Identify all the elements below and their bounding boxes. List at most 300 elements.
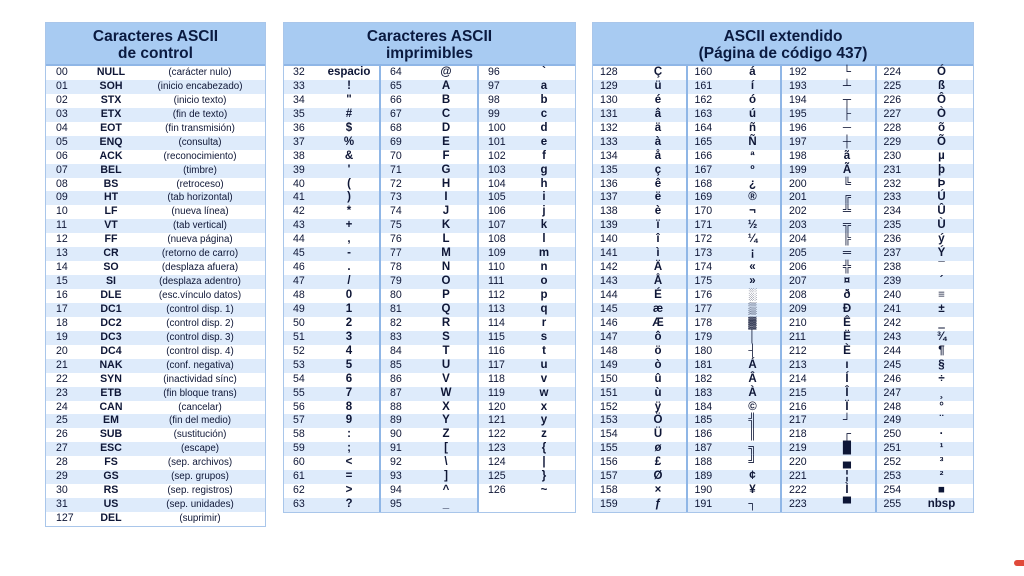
table-row [381, 219, 477, 233]
control-abbreviation: US [103, 498, 119, 511]
table-row [782, 261, 875, 275]
code-number: 124 [488, 456, 506, 469]
code-number: 15 [56, 275, 68, 288]
character-glyph: ð [843, 289, 851, 301]
character-glyph: ─ [842, 121, 852, 134]
character-glyph: · [939, 428, 944, 441]
code-number: 197 [789, 135, 807, 148]
table-row [877, 456, 973, 470]
character-glyph: à [654, 135, 662, 148]
code-number: 244 [883, 344, 902, 357]
character-glyph: Â [748, 372, 757, 385]
control-description: (inicio encabezado) [157, 80, 243, 92]
control-description: (suprimir) [179, 513, 221, 524]
code-number: 11 [56, 219, 67, 232]
control-abbreviation: GS [103, 470, 119, 483]
character-glyph: % [343, 135, 355, 148]
character-glyph: ╠ [842, 233, 852, 246]
character-glyph: : [347, 428, 351, 441]
character-glyph: l [542, 233, 546, 246]
table-row [877, 345, 973, 359]
control-abbreviation: ETX [100, 107, 122, 120]
code-number: 103 [488, 163, 506, 176]
table-row [46, 261, 265, 275]
code-number: 24 [56, 400, 68, 413]
table-row [782, 80, 875, 94]
control-abbreviation: BS [103, 177, 119, 190]
printable-characters-panel [283, 22, 576, 513]
code-number: 225 [883, 79, 902, 92]
character-glyph: Ò [937, 107, 946, 120]
character-glyph: ( [347, 177, 351, 190]
code-number: 171 [694, 219, 713, 232]
character-glyph: ╩ [842, 205, 852, 218]
table-row [381, 247, 477, 261]
table-row [593, 345, 686, 359]
code-number: 149 [600, 358, 618, 371]
table-row [688, 317, 781, 331]
code-number: 218 [789, 428, 807, 441]
code-number: 141 [600, 247, 618, 260]
table-row [593, 498, 686, 512]
character-glyph: q [540, 302, 548, 315]
table-row [782, 401, 875, 415]
code-number: 54 [293, 372, 305, 385]
control-abbreviation: RS [103, 484, 119, 497]
code-number: 36 [293, 121, 305, 134]
code-number: 193 [789, 79, 807, 92]
control-description: (control disp. 1) [166, 303, 234, 315]
character-glyph: ! [347, 79, 351, 92]
table-row [688, 66, 781, 80]
code-number: 32 [293, 66, 305, 78]
table-row [877, 442, 973, 456]
character-glyph: i [542, 191, 546, 204]
code-number: 164 [694, 121, 713, 134]
table-row [381, 303, 477, 317]
code-number: 91 [390, 442, 402, 455]
table-row [479, 122, 575, 136]
table-row [284, 387, 379, 401]
table-row [593, 94, 686, 108]
control-abbreviation: DLE [100, 289, 122, 301]
character-glyph: ¤ [843, 275, 851, 288]
code-number: 254 [883, 484, 902, 497]
table-row [46, 66, 265, 80]
table-row [381, 122, 477, 136]
code-number: 101 [488, 135, 506, 148]
code-number: 127 [56, 512, 74, 524]
table-row [593, 164, 686, 178]
code-number: 94 [390, 484, 402, 497]
table-row [877, 331, 973, 345]
character-glyph: nbsp [927, 498, 956, 511]
code-number: 184 [694, 400, 713, 413]
character-glyph: E [442, 135, 450, 148]
table-row [782, 470, 875, 484]
code-number: 161 [694, 79, 713, 92]
code-number: 16 [56, 289, 68, 301]
table-row [593, 303, 686, 317]
character-glyph: ¡ [750, 247, 755, 260]
control-description: (nueva página) [167, 234, 233, 246]
character-glyph: ë [654, 191, 662, 204]
code-number: 89 [390, 414, 402, 427]
character-glyph: │ [748, 330, 757, 343]
table-row [479, 428, 575, 442]
table-row [381, 373, 477, 387]
table-row [46, 373, 265, 387]
code-number: 214 [789, 372, 807, 385]
code-number: 172 [694, 233, 713, 246]
table-row [46, 108, 265, 122]
character-glyph: / [347, 275, 351, 288]
character-glyph: N [441, 261, 451, 274]
table-row [381, 275, 477, 289]
character-glyph: n [540, 261, 548, 274]
code-number: 221 [789, 470, 807, 483]
control-abbreviation: DC4 [100, 344, 122, 357]
character-glyph: ? [345, 498, 353, 511]
code-number: 212 [789, 344, 807, 357]
character-glyph: ≡ [938, 289, 945, 301]
extended-panel-title [593, 23, 973, 66]
table-row [284, 414, 379, 428]
table-row [46, 387, 265, 401]
table-row [381, 414, 477, 428]
table-row [593, 219, 686, 233]
character-glyph: , [347, 233, 351, 246]
table-row [782, 317, 875, 331]
code-number: 117 [488, 358, 505, 371]
table-row [593, 484, 686, 498]
extended-column [593, 66, 688, 512]
control-title-line1: Caracteres ASCII [92, 28, 219, 45]
table-row [381, 470, 477, 484]
table-row [284, 108, 379, 122]
control-description: (consulta) [178, 136, 222, 148]
character-glyph: É [654, 289, 662, 301]
table-row [782, 331, 875, 345]
table-row [877, 470, 973, 484]
control-description: (sep. grupos) [171, 471, 229, 483]
character-glyph: ¦ [845, 470, 849, 483]
code-number: 243 [883, 330, 902, 343]
character-glyph: c [540, 107, 548, 120]
code-number: 159 [600, 498, 618, 511]
code-number: 248 [883, 400, 902, 413]
code-number: 08 [56, 177, 68, 190]
table-row [284, 456, 379, 470]
table-row [877, 136, 973, 150]
code-number: 246 [883, 372, 902, 385]
code-number: 194 [789, 93, 807, 106]
character-glyph: " [346, 93, 352, 106]
table-row [593, 261, 686, 275]
character-glyph: Ø [653, 470, 663, 483]
code-number: 142 [600, 261, 618, 274]
character-glyph: ä [654, 121, 662, 134]
table-row [46, 470, 265, 484]
character-glyph: Ï [845, 400, 849, 413]
character-glyph: Ü [653, 428, 663, 441]
code-number: 14 [56, 261, 68, 274]
code-number: 01 [56, 79, 68, 92]
code-number: 128 [600, 66, 618, 78]
code-number: 217 [789, 414, 807, 427]
code-number: 64 [390, 66, 402, 78]
table-row [782, 373, 875, 387]
character-glyph: 4 [345, 344, 353, 357]
table-row [782, 178, 875, 192]
table-row [479, 359, 575, 373]
table-row [782, 484, 875, 498]
code-number: 228 [883, 121, 902, 134]
character-glyph: M [441, 247, 451, 260]
table-row [284, 331, 379, 345]
character-glyph: È [843, 344, 851, 357]
table-row [479, 164, 575, 178]
table-row [381, 261, 477, 275]
table-row [479, 387, 575, 401]
character-glyph: ‗ [938, 316, 945, 329]
character-glyph: └ [842, 66, 852, 78]
code-number: 222 [789, 484, 807, 497]
character-glyph: y [540, 414, 548, 427]
character-glyph: t [542, 344, 546, 357]
table-row [284, 94, 379, 108]
character-glyph: Ù [937, 219, 946, 232]
character-glyph: ╣ [748, 414, 757, 427]
table-row [479, 191, 575, 205]
table-row [593, 136, 686, 150]
table-row [284, 498, 379, 512]
control-description: (control disp. 2) [166, 317, 234, 329]
table-row [688, 219, 781, 233]
character-glyph: ═ [842, 247, 852, 260]
code-number: 111 [488, 275, 505, 288]
code-number: 245 [883, 358, 902, 371]
control-description: (sep. unidades) [166, 499, 234, 511]
code-number: 255 [883, 498, 902, 511]
code-number: 232 [883, 177, 902, 190]
code-number: 148 [600, 344, 618, 357]
table-row [479, 108, 575, 122]
code-number: 235 [883, 219, 902, 232]
code-number: 153 [600, 414, 618, 427]
table-row [381, 178, 477, 192]
table-row [479, 289, 575, 303]
code-number: 174 [694, 261, 713, 274]
table-row [479, 373, 575, 387]
table-row [782, 136, 875, 150]
table-row [479, 219, 575, 233]
table-row [782, 247, 875, 261]
extended-title-line1: ASCII extendido [723, 28, 843, 45]
code-number: 179 [694, 330, 713, 343]
code-number: 116 [488, 344, 505, 357]
code-number: 139 [600, 219, 618, 232]
character-glyph: ¢ [749, 470, 756, 483]
control-description: (conf. negativa) [166, 359, 234, 371]
table-row [284, 164, 379, 178]
character-glyph: f [542, 149, 546, 162]
code-number: 37 [293, 135, 305, 148]
code-number: 138 [600, 205, 618, 218]
table-row [782, 205, 875, 219]
control-description: (sep. registros) [167, 485, 233, 497]
table-row [479, 205, 575, 219]
table-row [593, 373, 686, 387]
character-glyph: ┘ [842, 414, 852, 427]
code-number: 23 [56, 386, 68, 399]
table-row [381, 205, 477, 219]
character-glyph: G [441, 163, 451, 176]
code-number: 30 [56, 484, 68, 497]
code-number: 132 [600, 121, 618, 134]
code-number: 216 [789, 400, 807, 413]
code-number: 209 [789, 302, 807, 315]
table-row [688, 401, 781, 415]
table-row [688, 261, 781, 275]
control-description: (escape) [180, 443, 220, 455]
code-number: 181 [694, 358, 713, 371]
code-number: 42 [293, 205, 305, 218]
table-row [381, 136, 477, 150]
table-row [877, 108, 973, 122]
character-glyph: [ [444, 442, 448, 455]
table-row [593, 66, 686, 80]
code-number: 02 [56, 93, 68, 106]
character-glyph: m [538, 247, 550, 260]
code-number: 56 [293, 400, 305, 413]
code-number: 237 [883, 247, 902, 260]
corner-decoration [1014, 560, 1024, 566]
character-glyph: ı [845, 358, 849, 371]
code-number: 41 [293, 191, 305, 204]
table-row [877, 205, 973, 219]
table-row [688, 289, 781, 303]
control-description: (desplaza adentro) [159, 276, 241, 288]
character-glyph: ` [542, 66, 546, 78]
table-row [688, 191, 781, 205]
character-glyph: í [750, 79, 755, 92]
table-row [46, 512, 265, 526]
control-abbreviation: FF [104, 233, 118, 246]
table-row [593, 401, 686, 415]
table-row [688, 428, 781, 442]
code-number: 57 [293, 414, 305, 427]
code-number: 167 [694, 163, 713, 176]
character-glyph: o [540, 275, 548, 288]
code-number: 35 [293, 107, 305, 120]
table-row [284, 317, 379, 331]
character-glyph: ┬ [842, 93, 852, 106]
code-number: 00 [56, 66, 68, 78]
control-description: (fin bloque trans) [163, 387, 237, 399]
code-number: 204 [789, 233, 807, 246]
table-row [688, 275, 781, 289]
character-glyph: ■ [938, 484, 945, 497]
character-glyph: ÿ [654, 400, 662, 413]
code-number: 86 [390, 372, 402, 385]
table-row [782, 498, 875, 512]
character-glyph: Ê [843, 316, 851, 329]
table-row [479, 94, 575, 108]
control-abbreviation: SUB [99, 428, 123, 441]
code-number: 03 [56, 107, 68, 120]
control-description: (tab vertical) [173, 220, 227, 232]
code-number: 63 [293, 498, 305, 511]
table-row [381, 345, 477, 359]
control-description: (carácter nulo) [168, 67, 232, 78]
control-abbreviation: ACK [99, 149, 123, 162]
code-number: 59 [293, 442, 305, 455]
character-glyph: Ã [842, 163, 852, 176]
table-row [782, 164, 875, 178]
table-row [479, 247, 575, 261]
character-glyph: ^ [442, 484, 450, 497]
character-glyph: S [442, 330, 450, 343]
control-abbreviation: DEL [100, 512, 122, 524]
code-number: 198 [789, 149, 807, 162]
code-number: 10 [56, 205, 68, 218]
code-number: 115 [488, 330, 505, 343]
table-row [284, 150, 379, 164]
table-row [46, 191, 265, 205]
code-number: 102 [488, 149, 506, 162]
character-glyph: ~ [540, 484, 548, 497]
character-glyph: ƒ [654, 498, 662, 511]
table-row [688, 178, 781, 192]
control-abbreviation: FS [104, 456, 118, 469]
code-number: 183 [694, 386, 713, 399]
table-row [284, 66, 379, 80]
character-glyph: ç [654, 163, 662, 176]
character-glyph: R [441, 316, 451, 329]
code-number: 106 [488, 205, 506, 218]
code-number: 05 [56, 135, 68, 148]
table-row [782, 94, 875, 108]
character-glyph: 6 [345, 372, 353, 385]
character-glyph: » [749, 275, 756, 288]
table-row [46, 150, 265, 164]
code-number: 85 [390, 358, 402, 371]
table-row [782, 191, 875, 205]
character-glyph: Z [442, 428, 450, 441]
printable-title-line2: imprimibles [386, 45, 473, 62]
code-number: 188 [694, 456, 713, 469]
table-row [46, 233, 265, 247]
character-glyph: a [540, 79, 548, 92]
code-number: 44 [293, 233, 305, 246]
table-row [877, 80, 973, 94]
control-abbreviation: EM [103, 414, 119, 427]
character-glyph: Å [653, 275, 663, 288]
table-row [479, 261, 575, 275]
character-glyph: A [441, 79, 451, 92]
character-glyph: ÷ [938, 372, 945, 385]
code-number: 247 [883, 386, 902, 399]
table-row [46, 275, 265, 289]
character-glyph: 1 [345, 302, 353, 315]
code-number: 90 [390, 428, 402, 441]
character-glyph: « [749, 261, 756, 274]
table-row [877, 303, 973, 317]
control-abbreviation: DC3 [100, 330, 122, 343]
character-glyph: ß [937, 79, 946, 92]
character-glyph: K [441, 219, 451, 232]
